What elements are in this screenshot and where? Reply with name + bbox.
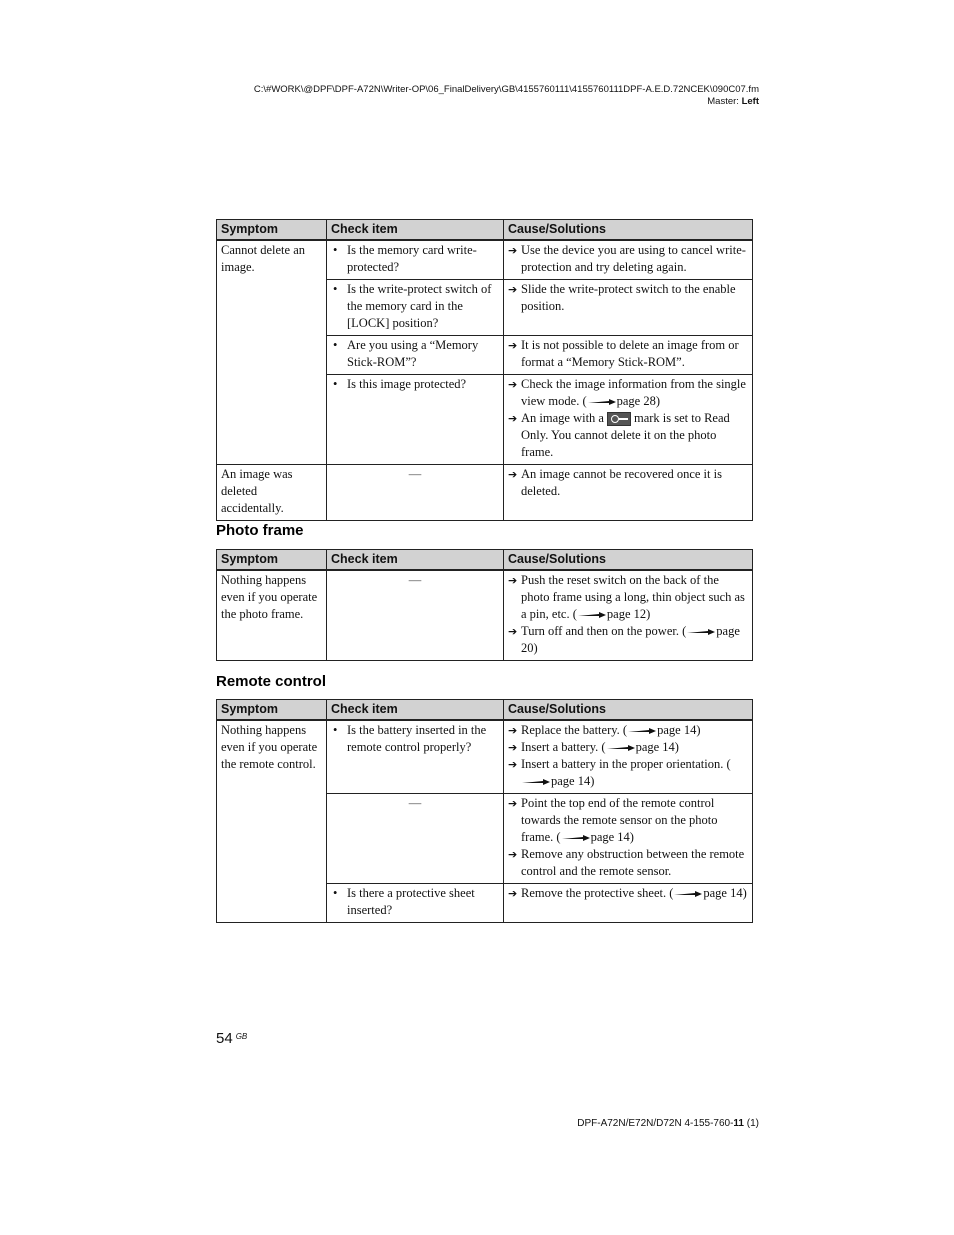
solution-cell (504, 794, 753, 884)
page-reference-text: page 14) (635, 740, 679, 754)
section-title-photo-frame: Photo frame (216, 522, 304, 539)
model-code-suffix: (1) (744, 1118, 759, 1129)
solution-cell (504, 465, 753, 521)
page-number-suffix: GB (235, 1032, 248, 1041)
solution-text-part: Replace the battery. ( (521, 723, 628, 737)
solution-text: Use the device you are using to cancel write-protection and try deleting again. (521, 243, 746, 274)
page-reference-arrow-icon (588, 398, 616, 406)
solution-text: An image cannot be recovered once it is deleted. (521, 467, 722, 498)
table-row (217, 720, 753, 794)
col-cause-solutions: Cause/Solutions (504, 220, 753, 241)
check-cell: • Is there a protective sheet inserted? (327, 884, 504, 923)
page-reference-arrow-icon (628, 727, 656, 735)
check-cell: • Is the battery inserted in the remote control properly? (327, 720, 504, 794)
solution-text-part: An image with a (521, 411, 604, 425)
file-path: C:\#WORK\@DPF\DPF-A72N\Writer-OP\06_FinalDelivery\GB\4155760111\4155760111DPF-A.E.D.72NCEK\090C07.fm (253, 84, 759, 95)
arrow-right-icon: ➔ (508, 378, 518, 391)
solution-cell (504, 720, 753, 794)
solution-text (521, 623, 748, 657)
check-text: Is the memory card write-protected? (347, 243, 477, 274)
solution-text: Slide the write-protect switch to the enable position. (521, 282, 736, 313)
check-text: Is the battery inserted in the remote control properly? (347, 723, 487, 754)
file-path-header (254, 84, 759, 108)
arrow-right-icon: ➔ (508, 625, 518, 638)
symptom-cell: Nothing happens even if you operate the photo frame. (217, 570, 327, 661)
arrow-right-icon: ➔ (508, 741, 518, 754)
model-code-bold: 11 (733, 1118, 744, 1129)
page-reference-arrow-icon (522, 778, 550, 786)
solution-text-part: Insert a battery. ( (521, 740, 606, 754)
arrow-right-icon: ➔ (508, 758, 518, 771)
model-code-prefix: DPF-A72N/E72N/D72N 4-155-760- (577, 1118, 734, 1129)
arrow-right-icon: ➔ (508, 339, 518, 352)
page-reference-arrow-icon (674, 890, 702, 898)
table-row (217, 570, 753, 661)
page-reference-arrow-icon (578, 611, 606, 619)
arrow-right-icon: ➔ (508, 724, 518, 737)
solution-cell (504, 336, 753, 375)
check-text: Are you using a “Memory Stick-ROM”? (347, 338, 479, 369)
arrow-right-icon: ➔ (508, 797, 518, 810)
page-reference-text: page 20) (521, 624, 740, 655)
table-header-row (217, 700, 753, 721)
col-cause-solutions: Cause/Solutions (504, 550, 753, 571)
master-page-label (254, 96, 759, 108)
solution-text (521, 722, 700, 739)
page-reference-text: page 14) (551, 774, 595, 788)
solution-cell (504, 375, 753, 465)
table-header-row (217, 220, 753, 241)
solution-text-part: Check the image information from the single view mode. ( (521, 377, 746, 408)
master-label: Master: (707, 96, 742, 107)
arrow-right-icon: ➔ (508, 887, 518, 900)
photo-frame-table (216, 549, 753, 661)
check-cell-empty: — (327, 794, 504, 884)
arrow-right-icon: ➔ (508, 848, 518, 861)
page-number-value: 54 (216, 1030, 233, 1047)
solution-text-part: Point the top end of the remote control towards the remote sensor on the photo frame. ( (521, 796, 718, 844)
model-code-footer (577, 1118, 759, 1129)
symptom-cell: Nothing happens even if you operate the remote control. (217, 720, 327, 923)
check-cell-empty: — (327, 570, 504, 661)
check-text: Is this image protected? (347, 377, 467, 391)
solution-text-part: Turn off and then on the power. ( (521, 624, 687, 638)
page-reference-text: page 14) (703, 886, 747, 900)
solution-text (521, 756, 748, 790)
solution-cell (504, 570, 753, 661)
col-cause-solutions: Cause/Solutions (504, 700, 753, 721)
solution-text-part: mark is set to Read Only. You cannot delete it on the photo frame. (521, 411, 730, 459)
col-symptom: Symptom (217, 220, 327, 241)
solution-text-part: Remove the protective sheet. ( (521, 886, 674, 900)
page-number (216, 1030, 247, 1047)
check-cell-empty: — (327, 465, 504, 521)
page-reference-text: page 28) (616, 394, 660, 408)
arrow-right-icon: ➔ (508, 468, 518, 481)
col-symptom: Symptom (217, 700, 327, 721)
page-reference-arrow-icon (607, 744, 635, 752)
remote-control-table (216, 699, 753, 923)
arrow-right-icon: ➔ (508, 412, 518, 425)
solution-text (521, 739, 679, 756)
solution-cell (504, 280, 753, 336)
symptom-cell: Cannot delete an image. (217, 240, 327, 465)
solution-cell (504, 240, 753, 280)
solution-text (521, 410, 748, 461)
arrow-right-icon: ➔ (508, 244, 518, 257)
solution-text (521, 795, 748, 846)
arrow-right-icon: ➔ (508, 283, 518, 296)
check-text: Is there a protective sheet inserted? (347, 886, 475, 917)
solution-cell (504, 884, 753, 923)
check-text: Is the write-protect switch of the memory card in the [LOCK] position? (347, 282, 492, 330)
protect-key-icon (607, 412, 631, 426)
check-cell: • Are you using a “Memory Stick-ROM”? (327, 336, 504, 375)
delete-image-table (216, 219, 753, 521)
solution-text: It is not possible to delete an image from or format a “Memory Stick-ROM”. (521, 338, 739, 369)
master-value: Left (741, 96, 759, 107)
page-reference-arrow-icon (687, 628, 715, 636)
symptom-cell: An image was deleted accidentally. (217, 465, 327, 521)
section-title-remote-control: Remote control (216, 673, 327, 690)
page-reference-arrow-icon (562, 834, 590, 842)
solution-text-part: Push the reset switch on the back of the photo frame using a long, thin object such as a pin, etc. ( (521, 573, 745, 621)
col-check-item: Check item (327, 550, 504, 571)
page-reference-text: page 14) (657, 723, 701, 737)
col-symptom: Symptom (217, 550, 327, 571)
arrow-right-icon: ➔ (508, 574, 518, 587)
solution-text: Remove any obstruction between the remote control and the remote sensor. (521, 847, 745, 878)
solution-text-part: Insert a battery in the proper orientation. ( (521, 757, 731, 771)
solution-text (521, 572, 748, 623)
page-reference-text: page 14) (590, 830, 634, 844)
table-row (217, 240, 753, 280)
col-check-item: Check item (327, 220, 504, 241)
check-cell: • Is the write-protect switch of the memory card in the [LOCK] position? (327, 280, 504, 336)
page-reference-text: page 12) (606, 607, 651, 621)
check-cell: • Is the memory card write-protected? (327, 240, 504, 280)
table-row (217, 465, 753, 521)
col-check-item: Check item (327, 700, 504, 721)
table-header-row (217, 550, 753, 571)
solution-text (521, 885, 747, 902)
solution-text (521, 376, 748, 410)
check-cell: • Is this image protected? (327, 375, 504, 465)
